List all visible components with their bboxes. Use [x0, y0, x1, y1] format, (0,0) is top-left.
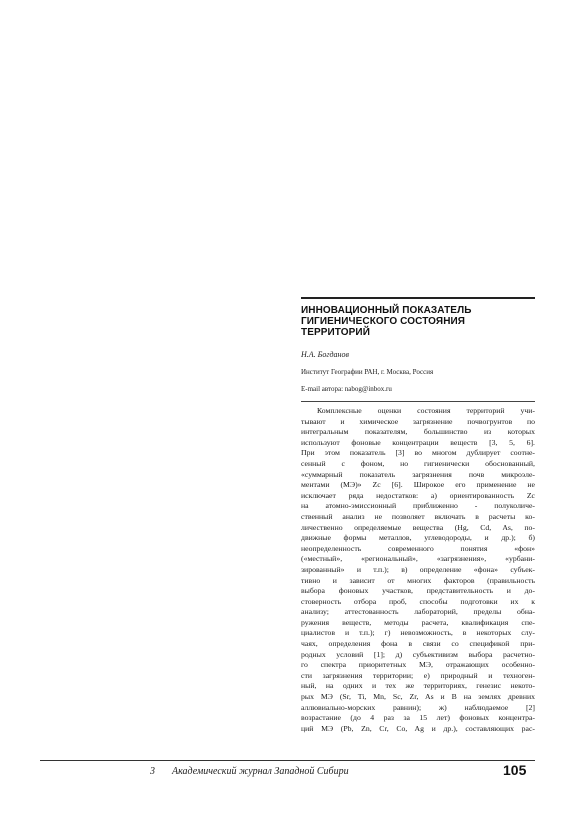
body-line: аллювиально-морских равнин); ж) наблюдаемое [2] [301, 702, 535, 712]
body-line: стоверность отбора проб, способы подготовки их к [301, 596, 535, 606]
title-top-rule [301, 297, 535, 299]
body-line: исключает ряда недостатков: а) ориентированность Zc [301, 490, 535, 500]
body-line: Комплексные оценки состояния территорий учи- [317, 406, 535, 415]
body-line: ственный анализ не позволяет включать в расчеты ко- [301, 511, 535, 521]
body-line: чаях, определения фона в связи со спецификой при- [301, 639, 535, 649]
title-line: ИННОВАЦИОННЫЙ ПОКАЗАТЕЛЬ [301, 305, 472, 316]
article-author: Н.А. Богданов [301, 350, 349, 359]
body-line: неопределенность современного понятия «фон» [301, 543, 535, 553]
author-email: E-mail автора: nabog@inbox.ru [301, 385, 392, 393]
body-line: («местный», «региональный», «загрязнения», «урбани- [301, 554, 535, 564]
footer-rule [40, 760, 535, 761]
body-line: ций МЭ (Pb, Zn, Cr, Co, Ag и др.), составляющих рас- [301, 723, 535, 733]
article-title [301, 305, 535, 338]
body-line: ментами (МЭ)» Zc [6]. Широкое его применение не [301, 480, 535, 490]
body-line: возрастание (до 4 раз за 15 лет) фоновых концентра- [301, 713, 535, 723]
title-line: ТЕРРИТОРИЙ [301, 327, 370, 338]
body-line: на атомно-эмиссионный приближенно - полуколиче- [301, 501, 535, 511]
article-body [301, 406, 535, 734]
footer-issue-number: 3 [150, 766, 155, 777]
body-line: зированный» и т.п.); в) определение «фона» субъек- [301, 564, 535, 574]
body-line: сенный с фоном, но гигиенически обоснованный, [301, 458, 535, 468]
body-line: При этом показатель [3] во многом дублирует соотне- [301, 448, 535, 458]
body-line: движные формы металлов, углеводороды, и др.); б) [301, 533, 535, 543]
body-line: ружения веществ, методы расчета, квалификация спе- [301, 617, 535, 627]
page-number: 105 [503, 762, 527, 778]
body-line: циалистов и т.п.); г) невозможность, в некоторых слу- [301, 628, 535, 638]
body-line: анализу; аттестованность лабораторий, пределы обна- [301, 607, 535, 617]
body-line: используют фоновые концентрации веществ [3, 5, 6]. [301, 437, 535, 447]
body-line: тивно и зависит от многих факторов (правильность [301, 575, 535, 585]
body-line: сти загрязнения территории; е) природный и техноген- [301, 670, 535, 680]
body-line: тывают и химическое загрязнение почвогрунтов по [301, 416, 535, 426]
body-line: личественно определяемые вещества (Hg, Cd, As, по- [301, 522, 535, 532]
body-line: го спектра приоритетных МЭ, отражающих особенно- [301, 660, 535, 670]
author-affiliation: Институт Географии РАН, г. Москва, Россия [301, 368, 434, 376]
body-line: рых МЭ (Sr, Ti, Mn, Sc, Zr, As и B на землях древних [301, 692, 535, 702]
header-divider [301, 401, 535, 402]
body-line: интегральным показателям, большинство из которых [301, 427, 535, 437]
body-line: родных условий [1]; д) субъективизм выбора расчетно- [301, 649, 535, 659]
body-line: «суммарный показатель загрязнения почв микроэле- [301, 469, 535, 479]
title-line: ГИГИЕНИЧЕСКОГО СОСТОЯНИЯ [301, 316, 466, 327]
body-line: выбора фоновых участков, представительность и до- [301, 586, 535, 596]
footer-journal-name: Академический журнал Западной Сибири [172, 766, 349, 777]
body-line: ный, на одних и тех же территориях, генезис некото- [301, 681, 535, 691]
